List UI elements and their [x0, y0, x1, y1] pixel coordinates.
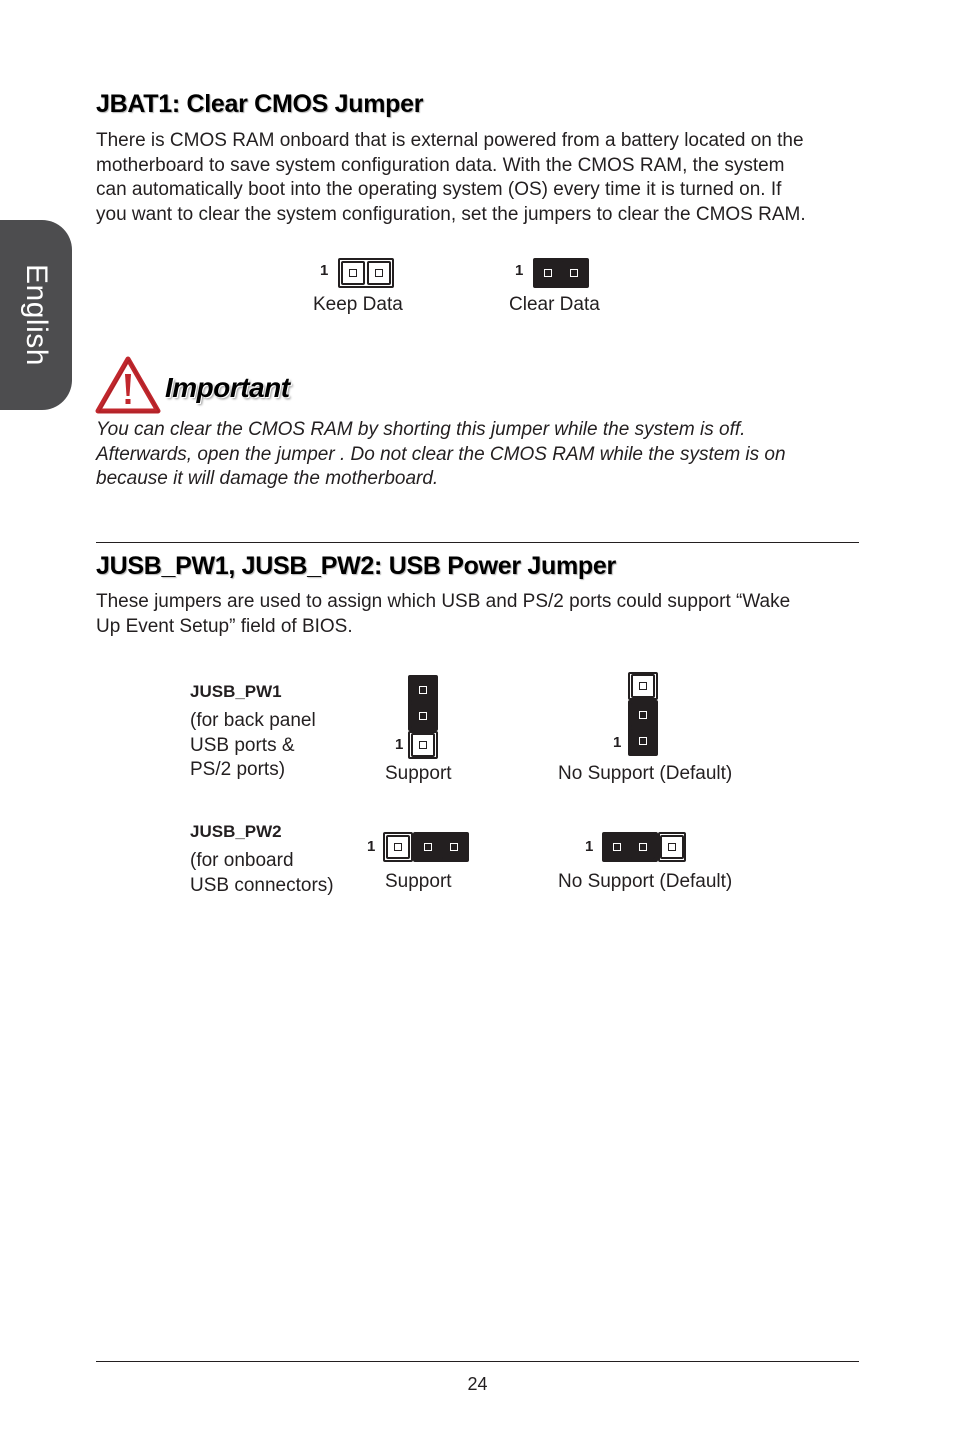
jumper-pin-shorted [416, 835, 440, 859]
jumper-pin-shorted [631, 835, 655, 859]
jbat1-paragraph-line: There is CMOS RAM onboard that is external powered from a battery located on the [96, 130, 804, 151]
jusb-pw1-description-line: USB ports & [190, 734, 295, 756]
section-divider [96, 542, 859, 543]
jusb-pw2-label: JUSB_PW2 [190, 822, 282, 841]
important-text-line: You can clear the CMOS RAM by shorting this jumper while the system is off. [96, 419, 746, 440]
important-text [96, 418, 896, 492]
footer-rule [96, 1361, 859, 1362]
pin1-marker: 1 [613, 734, 622, 751]
jusb-pw1-description-line: (for back panel [190, 710, 316, 731]
jusb-pw2-description [190, 849, 334, 898]
language-side-tab [0, 220, 72, 410]
keep-data-jumper [338, 258, 394, 288]
jusb-pw2-no-support-label: No Support (Default) [558, 871, 733, 892]
jusb-pw1-label: JUSB_PW1 [190, 682, 282, 701]
jusb-paragraph-line: These jumpers are used to assign which USB and PS/2 ports could support “Wake [96, 591, 791, 612]
important-text-line: Afterwards, open the jumper . Do not clear the CMOS RAM while the system is on [96, 443, 786, 465]
language-tab-label: English [20, 264, 53, 366]
jusb-paragraph-line: Up Event Setup” field of BIOS. [96, 615, 353, 637]
jbat1-paragraph-line: motherboard to save system configuration data. With the CMOS RAM, the system [96, 154, 785, 176]
jbat1-paragraph [96, 129, 896, 227]
jusb-pw1-no-support-jumper [628, 672, 658, 756]
pin1-marker: 1 [367, 838, 376, 855]
jumper-pin-shorted [442, 835, 466, 859]
page-number: 24 [467, 1374, 488, 1394]
jusb-pw1-support-jumper [408, 675, 438, 759]
jumper-pin [411, 733, 435, 757]
jumper-pin [660, 835, 684, 859]
clear-data-label: Clear Data [509, 294, 600, 315]
jumper-pin [386, 835, 410, 859]
jumper-pin [367, 261, 391, 285]
jumper-pin-shorted [536, 261, 560, 285]
jusb-pw2-description-line: (for onboard [190, 850, 294, 871]
clear-data-jumper [533, 258, 589, 288]
jusb-pw1-description [190, 709, 316, 783]
jumper-pin [341, 261, 365, 285]
jusb-pw2-description-line: USB connectors) [190, 874, 334, 896]
pin1-marker: 1 [395, 736, 404, 753]
jumper-pin-shorted [631, 703, 655, 727]
jbat1-heading: JBAT1: Clear CMOS Jumper [96, 90, 424, 118]
pin1-marker: 1 [585, 838, 594, 855]
pin1-marker: 1 [320, 262, 329, 279]
jusb-pw2-support-label: Support [385, 871, 452, 892]
jusb-heading: JUSB_PW1, JUSB_PW2: USB Power Jumper [96, 552, 616, 580]
pin1-marker: 1 [515, 262, 524, 279]
jusb-pw1-description-line: PS/2 ports) [190, 759, 286, 780]
jusb-paragraph [96, 590, 896, 639]
jumper-pin-shorted [605, 835, 629, 859]
jusb-pw1-no-support-label: No Support (Default) [558, 763, 733, 784]
jumper-pin [631, 674, 655, 698]
important-text-line: because it will damage the motherboard. [96, 468, 439, 489]
jumper-pin-shorted [411, 678, 435, 702]
jusb-pw1-support-label: Support [385, 763, 452, 784]
keep-data-label: Keep Data [313, 294, 403, 315]
jumper-pin-shorted [631, 729, 655, 753]
important-title: Important [165, 372, 290, 403]
jusb-pw2-support-jumper [383, 832, 469, 862]
jusb-pw2-no-support-jumper [602, 832, 686, 862]
jumper-pin-shorted [411, 704, 435, 728]
jumper-pin-shorted [562, 261, 586, 285]
jbat1-paragraph-line: you want to clear the system configuration, set the jumpers to clear the CMOS RAM. [96, 203, 806, 225]
jbat1-paragraph-line: can automatically boot into the operating system (OS) every time it is turned on. If [96, 179, 782, 200]
warning-triangle-icon [95, 356, 161, 414]
